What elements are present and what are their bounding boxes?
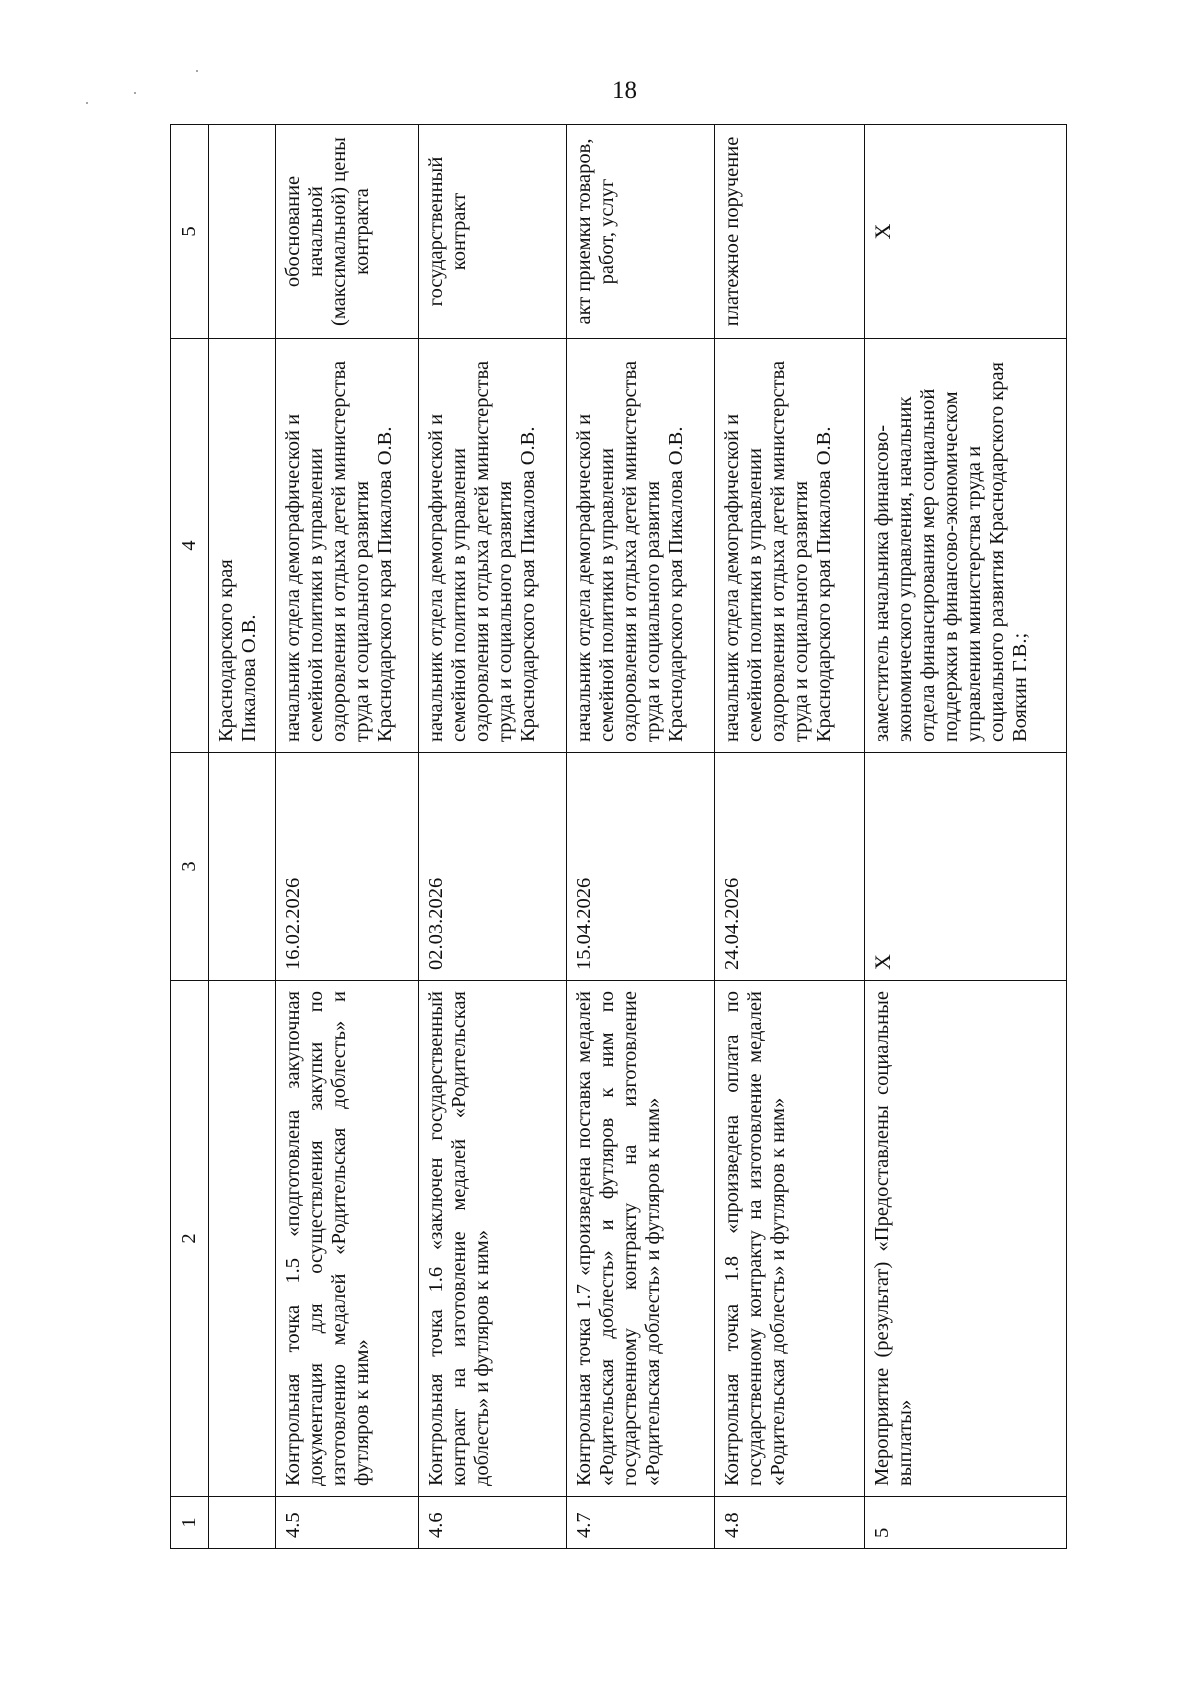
header-cell-5: 5 xyxy=(171,125,209,339)
continuation-cell-3 xyxy=(209,753,276,981)
table-row xyxy=(865,125,1067,1549)
continuation-row xyxy=(209,125,276,1549)
header-cell-1: 1 xyxy=(171,1497,209,1549)
table-header-row xyxy=(171,125,209,1549)
scan-speck xyxy=(196,70,198,72)
row-description: Мероприятие (результат) «Предоставлены социальные выплаты» xyxy=(865,981,1067,1497)
continuation-cell-1 xyxy=(209,1497,276,1549)
row-document: X xyxy=(865,125,1067,339)
row-description: Контрольная точка 1.7 «произведена поставка медалей «Родительская доблесть» и футляров к ним по государственному контракту на изготовление «Родительская доблесть» и футляров к ним» xyxy=(567,981,715,1497)
row-date: 16.02.2026 xyxy=(276,753,419,981)
row-date: 15.04.2026 xyxy=(567,753,715,981)
table-row xyxy=(276,125,419,1549)
row-date: X xyxy=(865,753,1067,981)
row-document: акт приемки товаров, работ, услуг xyxy=(567,125,715,339)
scan-speck xyxy=(134,92,136,94)
page-number: 18 xyxy=(612,77,637,104)
continuation-cell-5 xyxy=(209,125,276,339)
continuation-cell-2 xyxy=(209,981,276,1497)
row-number: 5 xyxy=(865,1497,1067,1549)
continuation-line: Краснодарского края xyxy=(215,559,237,742)
row-responsible: начальник отдела демографической и семейной политики в управлении оздоровления и отдыха детей министерства труда и социального развития Краснодарского края Пикалова О.В. xyxy=(276,339,419,753)
row-document: платежное поручение xyxy=(715,125,865,339)
row-number: 4.6 xyxy=(419,1497,567,1549)
row-document: обоснование начальной (максимальной) цены контракта xyxy=(276,125,419,339)
row-responsible: начальник отдела демографической и семейной политики в управлении оздоровления и отдыха детей министерства труда и социального развития Краснодарского края Пикалова О.В. xyxy=(419,339,567,753)
table-row xyxy=(419,125,567,1549)
row-number: 4.5 xyxy=(276,1497,419,1549)
continuation-line: Пикалова О.В. xyxy=(237,614,260,742)
row-number: 4.7 xyxy=(567,1497,715,1549)
row-description: Контрольная точка 1.6 «заключен государственный контракт на изготовление медалей «Родительская доблесть» и футляров к ним» xyxy=(419,981,567,1497)
row-description: Контрольная точка 1.8 «произведена оплата по государственному контракту на изготовление медалей «Родительская доблесть» и футляров к ним» xyxy=(715,981,865,1497)
row-description: Контрольная точка 1.5 «подготовлена закупочная документация для осуществления закупки по изготовлению медалей «Родительская доблесть» и футляров к ним» xyxy=(276,981,419,1497)
row-responsible: начальник отдела демографической и семейной политики в управлении оздоровления и отдыха детей министерства труда и социального развития Краснодарского края Пикалова О.В. xyxy=(567,339,715,753)
row-responsible: заместитель начальника финансово-экономического управления, начальник отдела финансирования мер социальной поддержки в финансово-экономическом управлении министерства труда и социального развития Краснодарского края Воякин Г.В.; xyxy=(865,339,1067,753)
header-cell-2: 2 xyxy=(171,981,209,1497)
header-cell-4: 4 xyxy=(171,339,209,753)
header-cell-3: 3 xyxy=(171,753,209,981)
table-row xyxy=(567,125,715,1549)
table-row xyxy=(715,125,865,1549)
row-document: государственный контракт xyxy=(419,125,567,339)
schedule-table xyxy=(170,124,1067,1549)
row-responsible: начальник отдела демографической и семейной политики в управлении оздоровления и отдыха детей министерства труда и социального развития Краснодарского края Пикалова О.В. xyxy=(715,339,865,753)
row-date: 24.04.2026 xyxy=(715,753,865,981)
scan-speck xyxy=(86,102,88,104)
row-date: 02.03.2026 xyxy=(419,753,567,981)
rotated-table-container xyxy=(170,125,1046,1549)
row-number: 4.8 xyxy=(715,1497,865,1549)
continuation-cell-4 xyxy=(209,339,276,753)
